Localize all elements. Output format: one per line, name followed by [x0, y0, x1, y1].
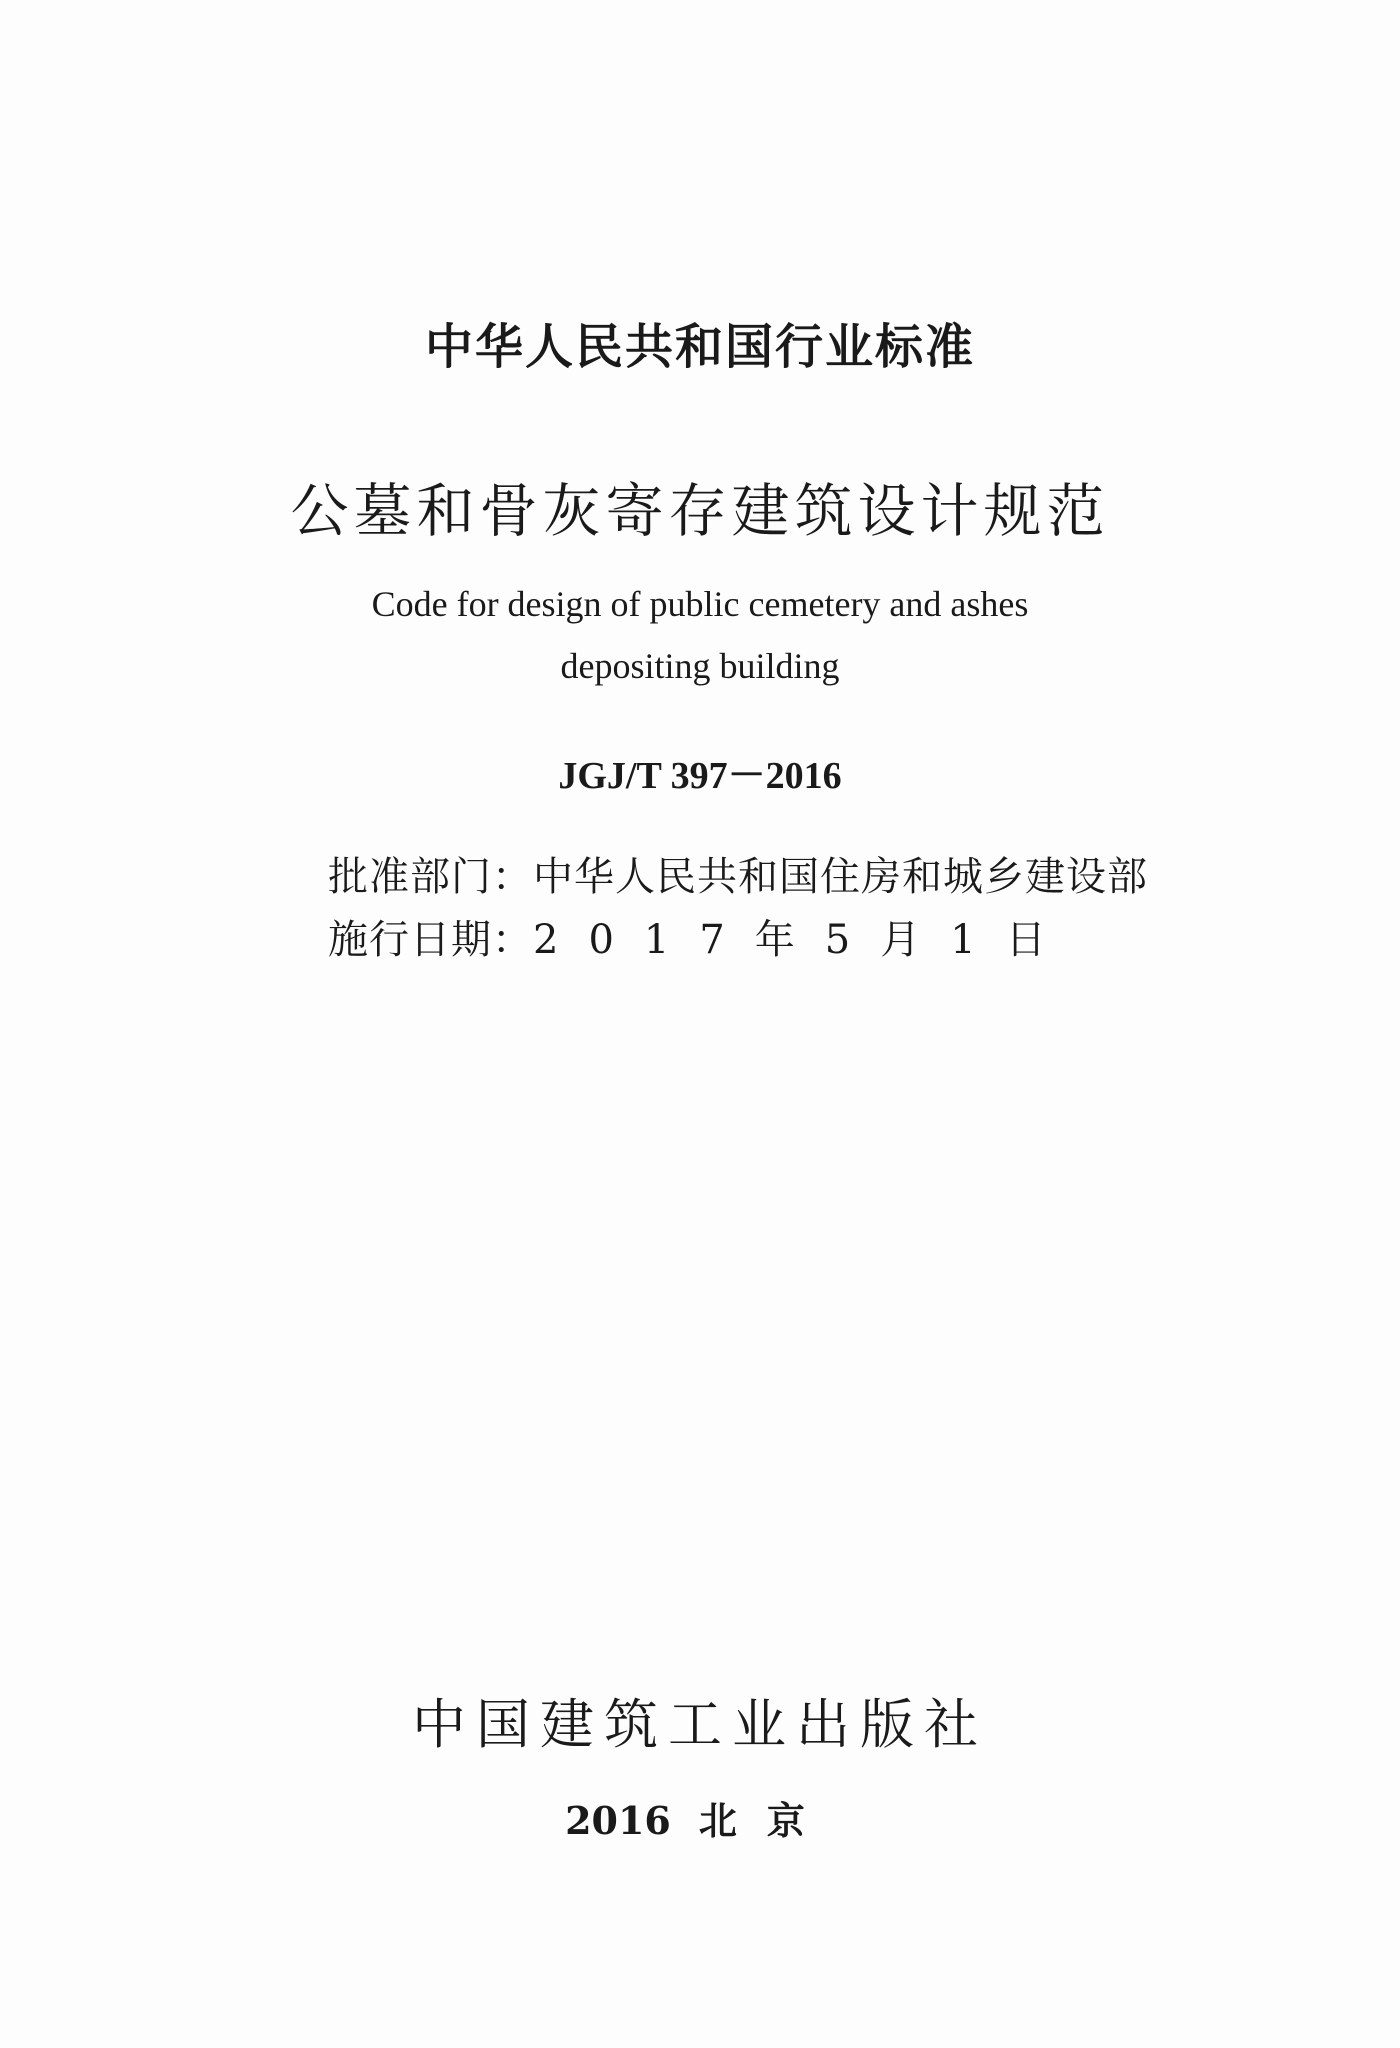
english-title-line-1: Code for design of public cemetery and ashes	[371, 584, 1029, 624]
effective-date-value: 2017年5月1日	[533, 917, 1076, 963]
chinese-title: 公墓和骨灰寄存建筑设计规范	[290, 477, 1110, 545]
standard-category-heading: 中华人民共和国行业标准	[424, 319, 975, 375]
approval-department-row	[328, 845, 1228, 902]
approval-label: 批准部门：	[328, 854, 533, 900]
effective-date-label: 施行日期：	[328, 917, 533, 963]
publication-year-place	[0, 1790, 1400, 1845]
standard-code: JGJ/T 397－2016	[558, 755, 842, 797]
publication-city: 北京	[698, 1798, 835, 1843]
effective-date-row	[328, 908, 1228, 965]
approval-value: 中华人民共和国住房和城乡建设部	[533, 854, 1148, 900]
english-title-line-2: depositing building	[560, 646, 840, 686]
publisher-name: 中国建筑工业出版社	[412, 1693, 988, 1756]
publication-year: 2016	[565, 1798, 671, 1843]
